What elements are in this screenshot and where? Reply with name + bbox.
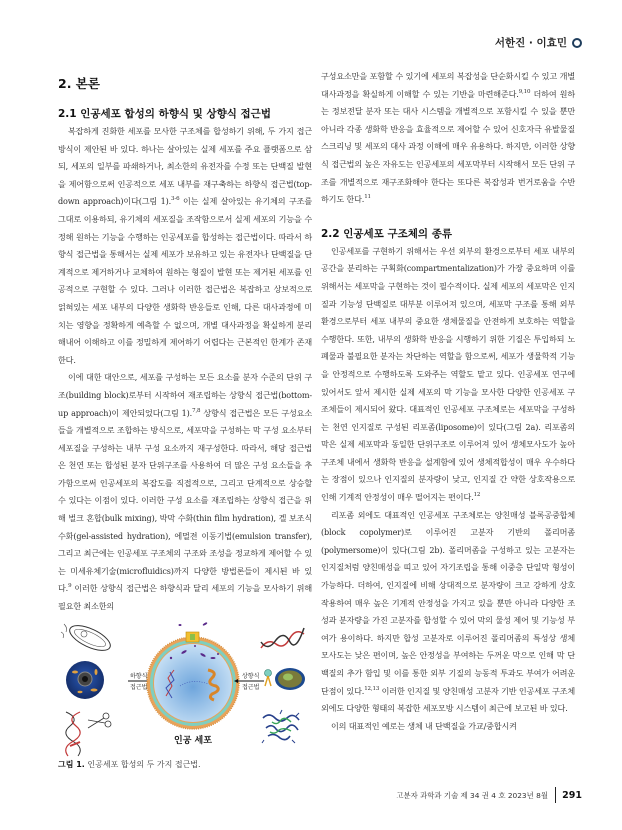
left-column [58,68,312,616]
circle-ornament-icon [572,38,582,48]
bottomup-label-line1: 상향식 [242,673,260,680]
artificial-cell-icon [147,622,239,729]
bottomup-label-line2: 접근법 [242,684,260,691]
figure-1-illustration [58,618,314,776]
citation: 12 [473,492,481,499]
subsection-title-2-1: 2.1 인공세포 합성의 하향식 및 상향식 접근법 [58,108,271,120]
paragraph: 복잡하게 진화한 세포를 모사한 구조체를 합성하기 위해, 두 가지 접근 방식이 제안된 바 있다. 하나는 살아있는 실제 세포를 주요 플랫폼으로 삼되, 세포의 일부를 파쇄하거나, 최소한의 유전자를 수정 또는 단백질 발현을 제어함으로써 인공적으로 세포 내부를 재구축하는 하향식 접근법(top-down approach)이다(그림 1).$^{3-6}$ 이는 실제 살아있는 유기체의 구조를 그대로 이용하되, 유기체의 세포질을 조작함으로서 실제 세포의 기능을 수정해 원하는 기능을 수행하는 인공세포를 합성하는 접근법이다. 따라서 하향식 접근법을 통해서는 실제 세포가 보유하고 있는 유전자나 단백질을 단계적으로 제거하거나 교체하여 원하는 형질이 발현 또는 제거된 세포를 인공적으로 구현할 수 있다. 그러나 이러한 접근법은 복잡하고 상보적으로 얽혀있는 세포 내부의 다양한 생화학 반응들로 인해, 다른 대사과정에 미치는 영향을 정확하게 예측할 수 없으며, 개별 대사과정을 확실하게 분리해내어 이해하고 이를 정밀하게 제어하기 어렵다는 근본적인 한계가 존재한다. [58,126,312,365]
vesicle-icon [275,668,305,690]
dna-helix-icon [261,628,304,648]
journal-info: 고분자 과학과 기술 제 34 권 4 호 2023년 8월 [396,790,548,800]
figure-caption-label: 그림 1. [58,760,85,769]
citation: 11 [364,194,371,201]
dna-scissors-icon [66,712,111,756]
lipid-molecule-icon [265,670,272,687]
topdown-label-line1: 하향식 [130,673,148,680]
page-footer [396,787,582,803]
citation: 3-6 [171,196,180,203]
paragraph: 리포좀 외에도 대표적인 인공세포 구조체로는 양친매성 블록공중합체(block copolymer)로 이루어진 고분자 기반의 폴리머좀(polymersome)이 있다(그림 2b). 폴리머좀을 구성하고 있는 고분자는 인지질처럼 양친매성을 띠고 있어 자기조립을 통해 이중층 단일막 형성이 가능하다. 더하여, 인지질에 비해 상대적으로 분자량이 크고 강하게 상호작용하여 매우 높은 기계적 안정성을 가지고 있을 뿐만 아니라 다양한 조성과 분자량을 가진 고분자를 합성할 수 있어 막의 물성 제어 및 기능성 부여가 용이하다. 하지만 합성 고분자로 이루어진 폴리머좀의 특성상 생체 모사도는 낮은 편이며, 높은 안정성을 부여하는 두꺼운 막으로 인해 막 단백질의 추가 함입 및 이를 통한 외부 기질의 능동적 투과도 부여가 어려운 단점이 있다.$^{12,13}$ 이러한 인지질 및 양친매성 고분자 기반 인공세포 구조체 외에도 다양한 형태의 복잡한 세포모방 시스템이 최근에 보고된 바 있다. [321,509,575,714]
page-number: 291 [562,789,582,801]
bacterium-icon [61,621,114,656]
eukaryotic-cell-icon [66,661,104,699]
running-header-authors [495,35,582,50]
citation: 12,13 [364,685,380,692]
paragraph: 이의 대표적인 예로는 생체 내 단백질을 가교/중합시켜 [331,720,517,731]
authors-text: 서한진 · 이효민 [494,37,567,49]
subsection-title-2-2: 2.2 인공세포 구조체의 종류 [321,227,452,240]
paragraph: 이에 대한 대안으로, 세포를 구성하는 모든 요소를 분자 수준의 단위 구조(building block)로부터 시작하여 재조립하는 상향식 접근법(bottom-up approach)이 제안되었다(그림 1).$^{7,8}$ 상향식 접근법은 모든 구성요소들을 개별적으로 조합하는 방식으로, 세포막을 구성하는 막 구성 요소부터 세포질을 구성하는 내부 구성 요소까지 재구성한다. 따라서, 해당 접근법은 천연 또는 합성된 분자 단위구조를 사용하여 더 많은 구성 요소들을 추가함으로써 인공세포의 복잡도를 직접적으로, 그리고 단계적으로 상승할 수 있다는 이점이 있다. 이러한 구성 요소를 재조립하는 상향식 접근을 위해 벌크 혼합(bulk mixing), 박막 수화(thin film hydration), 겔 보조식 수화(gel-assisted hydration), 에멀젼 이동기법(emulsion transfer), 그리고 최근에는 인공세포 구조체의 구조와 조성을 정교하게 제어할 수 있는 미세유체기술(microfluidics)까지 다양한 방법론들이 제시된 바 있다.$^9$ 이러한 상향식 접근법은 하향식과 달리 세포의 기능을 모사하기 위해 필요한 최소한의 [58,372,312,612]
right-column [321,68,575,735]
paragraph: 인공세포를 구현하기 위해서는 우선 외부의 환경으로부터 세포 내부의 공간을 분리하는 구획화(compartmentalization)가 가장 중요하며 이를 위해서는 세포막을 구현하는 것이 필수적이다. 실제 세포의 세포막은 인지질과 기능성 단백질로 대부분 이루어져 있으며, 세포막 구조를 통해 외부 환경으로부터 세포 내부의 중요한 생체물질을 안전하게 보호하는 역할을 수행한다. 또한, 내부의 생화학 반응을 시행하기 위한 기질은 투입하되 노폐물과 불필요한 분자는 차단하는 역할을 함으로써, 세포가 생물학적 기능을 안정적으로 수행하도록 도와주는 역할도 맡고 있다. 인공세포 연구에 있어서도 앞서 제시한 실제 세포의 막 기능을 모사한 다양한 인공세포 구조체들이 제시되어 왔다. 대표적인 인공세포 구조체로는 세포막을 구성하는 천연 인지질로 구성된 리포좀(liposome)이 있다(그림 2a). 리포좀의 막은 실제 세포막과 동일한 단위구조로 이루어져 있어 생체모사도가 높아 구조체 내에서 생화학 반응을 설계함에 있어 생체적합성이 매우 우수하다는 장점이 있으나 인지질의 분자량이 낮고, 인지질 간 약한 상호작용으로 인해 기계적 안정성이 매우 떨어지는 편이다.$^{12}$ [321,245,575,503]
citation: 7,8 [192,407,201,414]
protein-structure-icon [262,710,299,743]
artificial-cell-label: 인공 세포 [174,736,212,746]
citation: 9,10 [518,88,531,95]
figure-1 [58,618,314,776]
topdown-label-line2: 접근법 [130,684,148,691]
figure-caption-text: 인공세포 합성의 두 가지 접근법. [84,760,201,769]
citation: 9 [68,583,72,590]
paragraph-continued: 구성요소만을 포함할 수 있기에 세포의 복잡성을 단순화시킬 수 있고 개별 대사과정을 확실하게 이해할 수 있는 기반을 마련해준다.$^{9,10}$ 더하여 원하는 정보전달 분자 또는 대사 시스템을 개별적으로 포함시킬 수 있을 뿐만 아니라 각종 생화학 반응을 효율적으로 제어할 수 있어 신호자극 유발물질 스크리닝 및 세포의 대사 과정 이해에 매우 유용하다. 하지만, 이러한 상향식 접근법의 높은 자유도는 인공세포의 세포막부터 시작해서 모든 단위 구조를 개별적으로 재구조화해야 한다는 또다른 복잡성과 번거로움을 수반하기도 한다.$^{11}$ [321,71,575,205]
figure-1-caption [58,759,201,770]
footer-divider [555,787,556,803]
section-title: 2. 본론 [58,76,100,91]
